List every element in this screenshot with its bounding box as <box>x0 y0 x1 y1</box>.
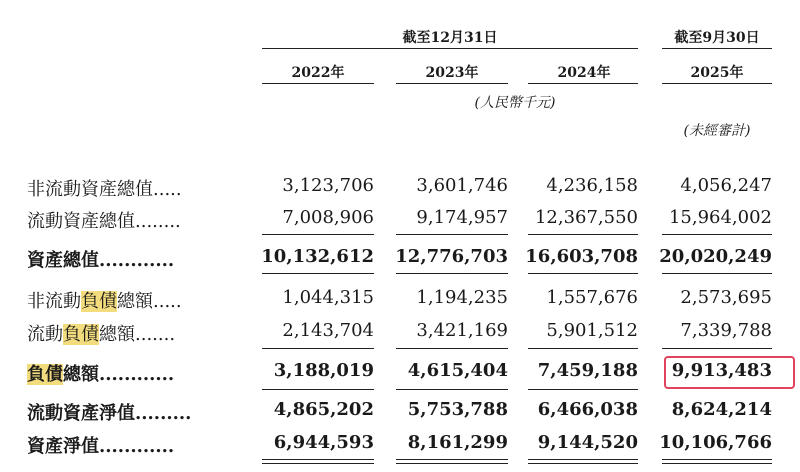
cell-value: 16,603,708 <box>525 246 638 267</box>
cell-value: 6,944,593 <box>273 432 374 453</box>
cell-value: 5,901,512 <box>546 320 638 341</box>
highlighted-term: 負債 <box>63 324 99 345</box>
double-rule <box>262 463 374 464</box>
cell-value: 12,367,550 <box>534 207 638 228</box>
cell-value: 7,459,188 <box>537 360 638 381</box>
cell-value: 10,132,612 <box>261 246 374 267</box>
highlighted-term: 負債 <box>81 291 117 312</box>
cell-value: 4,865,202 <box>273 399 374 420</box>
row-label-net-assets: 資產淨值............ <box>27 436 175 457</box>
row-label-current-liabilities: 流動負債總額....... <box>27 324 176 345</box>
total-rule <box>662 273 772 274</box>
cell-value: 3,421,169 <box>416 320 508 341</box>
year-rule <box>396 83 508 84</box>
unaudited-note: (未經審計) <box>683 123 751 139</box>
subtotal-rule <box>262 234 374 235</box>
cell-value: 7,339,788 <box>680 320 772 341</box>
cell-value: 8,161,299 <box>407 432 508 453</box>
cell-value: 2,143,704 <box>282 320 374 341</box>
cell-value: 9,144,520 <box>537 432 638 453</box>
double-rule <box>528 463 638 464</box>
total-rule <box>528 273 638 274</box>
period-group-header-sep30: 截至9月30日 <box>674 30 760 46</box>
highlighted-term: 負債 <box>27 364 63 385</box>
cell-value: 6,466,038 <box>537 399 638 420</box>
double-rule <box>262 459 374 460</box>
subtotal-rule <box>662 348 772 349</box>
cell-value: 1,044,315 <box>282 287 374 308</box>
year-header-2025: 2025年 <box>690 65 744 81</box>
cell-value: 4,236,158 <box>546 175 638 196</box>
highlight-box <box>664 356 795 389</box>
header-rule <box>662 48 772 49</box>
year-header-2022: 2022年 <box>291 65 345 81</box>
year-rule <box>662 83 772 84</box>
subtotal-rule <box>662 234 772 235</box>
double-rule <box>662 463 772 464</box>
double-rule <box>396 459 508 460</box>
subtotal-rule <box>528 348 638 349</box>
row-label-non-current-liabilities: 非流動負債總額..... <box>27 291 182 312</box>
year-rule <box>528 83 638 84</box>
total-rule <box>262 273 374 274</box>
year-rule <box>262 83 374 84</box>
row-label-total-assets: 資產總值............ <box>27 250 175 271</box>
cell-value: 8,624,214 <box>671 399 772 420</box>
row-label-net-current-assets: 流動資產淨值......... <box>27 403 192 424</box>
double-rule <box>396 463 508 464</box>
unit-note: (人民幣千元) <box>474 95 556 111</box>
cell-value: 9,174,957 <box>416 207 508 228</box>
subtotal-rule <box>396 348 508 349</box>
cell-value: 10,106,766 <box>659 432 772 453</box>
double-rule <box>528 459 638 460</box>
cell-value: 2,573,695 <box>680 287 772 308</box>
period-group-header-dec31: 截至12月31日 <box>402 30 498 46</box>
cell-value: 4,056,247 <box>680 175 772 196</box>
cell-value: 20,020,249 <box>659 246 772 267</box>
cell-value: 3,601,746 <box>416 175 508 196</box>
cell-value: 12,776,703 <box>395 246 508 267</box>
subtotal-rule <box>396 234 508 235</box>
row-label-non-current-assets: 非流動資產總值..... <box>27 179 182 200</box>
year-header-2023: 2023年 <box>425 65 479 81</box>
double-rule <box>662 459 772 460</box>
year-header-2024: 2024年 <box>557 65 611 81</box>
cell-value: 1,557,676 <box>546 287 638 308</box>
total-rule <box>396 273 508 274</box>
cell-value: 3,188,019 <box>273 360 374 381</box>
cell-value: 9,913,483 <box>671 360 772 381</box>
total-rule <box>528 389 638 390</box>
total-rule <box>396 389 508 390</box>
row-label-total-liabilities: 負債總額............ <box>27 364 175 385</box>
cell-value: 1,194,235 <box>416 287 508 308</box>
cell-value: 5,753,788 <box>407 399 508 420</box>
subtotal-rule <box>262 348 374 349</box>
subtotal-rule <box>528 234 638 235</box>
cell-value: 15,964,002 <box>668 207 772 228</box>
cell-value: 4,615,404 <box>407 360 508 381</box>
header-rule <box>262 48 638 49</box>
row-label-current-assets: 流動資產總值........ <box>27 211 181 232</box>
cell-value: 7,008,906 <box>282 207 374 228</box>
cell-value: 3,123,706 <box>282 175 374 196</box>
total-rule <box>262 389 374 390</box>
